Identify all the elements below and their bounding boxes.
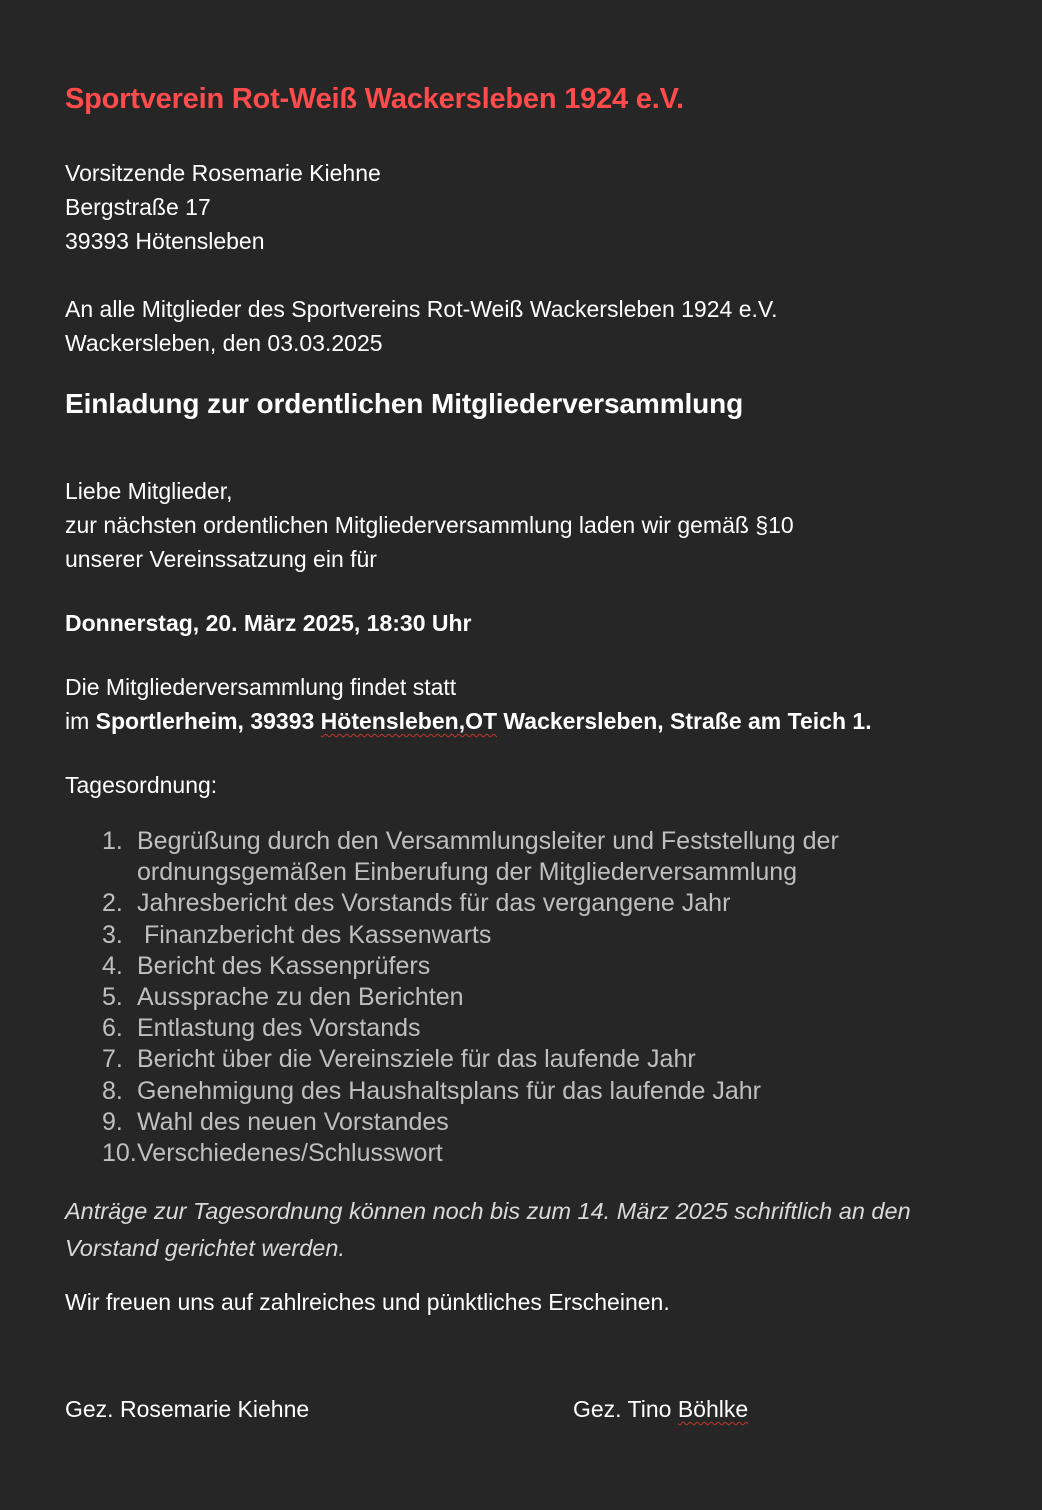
invitation-heading: Einladung zur ordentlichen Mitgliederversammlung: [65, 388, 744, 419]
agenda-item: [65, 1013, 995, 1044]
signature-right-prefix: Gez. Tino: [573, 1396, 678, 1422]
agenda-item: [65, 1076, 995, 1107]
agenda-item: [65, 1138, 995, 1169]
agenda-text-continued: ordnungsgemäßen Einberufung der Mitgliederversammlung: [137, 858, 798, 887]
agenda-item: [65, 888, 995, 919]
agenda-text: Entlastung des Vorstands: [137, 1014, 421, 1043]
agenda-text: Verschiedenes/Schlusswort: [137, 1139, 443, 1168]
agenda-number: 6.: [102, 1014, 123, 1043]
greeting-paragraph: [65, 474, 995, 576]
agenda-item: [65, 1044, 995, 1075]
agenda-text: Wahl des neuen Vorstandes: [137, 1107, 449, 1136]
venue-town-spellcheck: Hötensleben,OT: [320, 708, 498, 734]
meeting-datetime: Donnerstag, 20. März 2025, 18:30 Uhr: [65, 610, 472, 636]
agenda-label: Tagesordnung:: [65, 772, 218, 798]
agenda-number: 1.: [102, 827, 123, 855]
place-date: Wackersleben, den 03.03.2025: [65, 330, 383, 356]
agenda-number: 5.: [102, 983, 123, 1012]
agenda-number: 3.: [102, 920, 123, 949]
signature-left: Gez. Rosemarie Kiehne: [65, 1396, 310, 1422]
signature-right-surname: Böhlke: [677, 1396, 749, 1422]
venue-paragraph: [65, 670, 995, 738]
sender-city: 39393 Hötensleben: [65, 228, 265, 254]
agenda-text: Aussprache zu den Berichten: [137, 983, 464, 1012]
closing-sentence: Wir freuen uns auf zahlreiches und pünktliches Erscheinen.: [65, 1289, 670, 1316]
salutation: Liebe Mitglieder,: [65, 478, 233, 504]
agenda-number: 9.: [102, 1107, 123, 1136]
agenda-number: 10.: [102, 1139, 137, 1168]
greeting-line-1: zur nächsten ordentlichen Mitgliederversammlung laden wir gemäß §10: [65, 512, 794, 538]
agenda-item: [65, 951, 995, 982]
proposals-note: Anträge zur Tagesordnung können noch bis zum 14. März 2025 schriftlich an den Vorstand gerichtet werden.: [65, 1198, 911, 1262]
agenda-item: [65, 1107, 995, 1138]
agenda-item: [65, 826, 995, 888]
recipient-line: An alle Mitglieder des Sportvereins Rot-Weiß Wackersleben 1924 e.V.: [65, 296, 778, 322]
venue-address: [65, 704, 995, 738]
agenda-text: Bericht über die Vereinsziele für das laufende Jahr: [137, 1045, 696, 1074]
agenda-number: 2.: [102, 889, 123, 918]
recipient-block: [65, 292, 995, 360]
venue-street: Wackersleben, Straße am Teich 1.: [497, 708, 872, 734]
agenda-list: [65, 826, 995, 1169]
agenda-number: 8.: [102, 1076, 123, 1105]
greeting-line-2: unserer Vereinssatzung ein für: [65, 546, 377, 572]
sender-street: Bergstraße 17: [65, 194, 211, 220]
venue-intro: Die Mitgliederversammlung findet statt: [65, 674, 457, 700]
agenda-item: [65, 920, 995, 951]
letter-page: [65, 78, 995, 1319]
sender-address: [65, 156, 995, 258]
agenda-number: 7.: [102, 1045, 123, 1074]
agenda-text: Jahresbericht des Vorstands für das vergangene Jahr: [137, 889, 731, 918]
agenda-text: Finanzbericht des Kassenwarts: [137, 920, 492, 949]
agenda-number: 4.: [102, 951, 123, 980]
club-title: Sportverein Rot-Weiß Wackersleben 1924 e.V.: [65, 83, 684, 115]
agenda-item: [65, 982, 995, 1013]
venue-location: Sportlerheim, 39393: [95, 708, 321, 734]
agenda-text: Bericht des Kassenprüfers: [137, 951, 431, 980]
sender-name: Vorsitzende Rosemarie Kiehne: [65, 160, 381, 186]
agenda-text: Genehmigung des Haushaltsplans für das laufende Jahr: [137, 1076, 762, 1105]
agenda-text: Begrüßung durch den Versammlungsleiter und Feststellung der: [137, 827, 839, 855]
signature-right: [573, 1392, 748, 1426]
venue-prefix: im: [65, 708, 96, 734]
